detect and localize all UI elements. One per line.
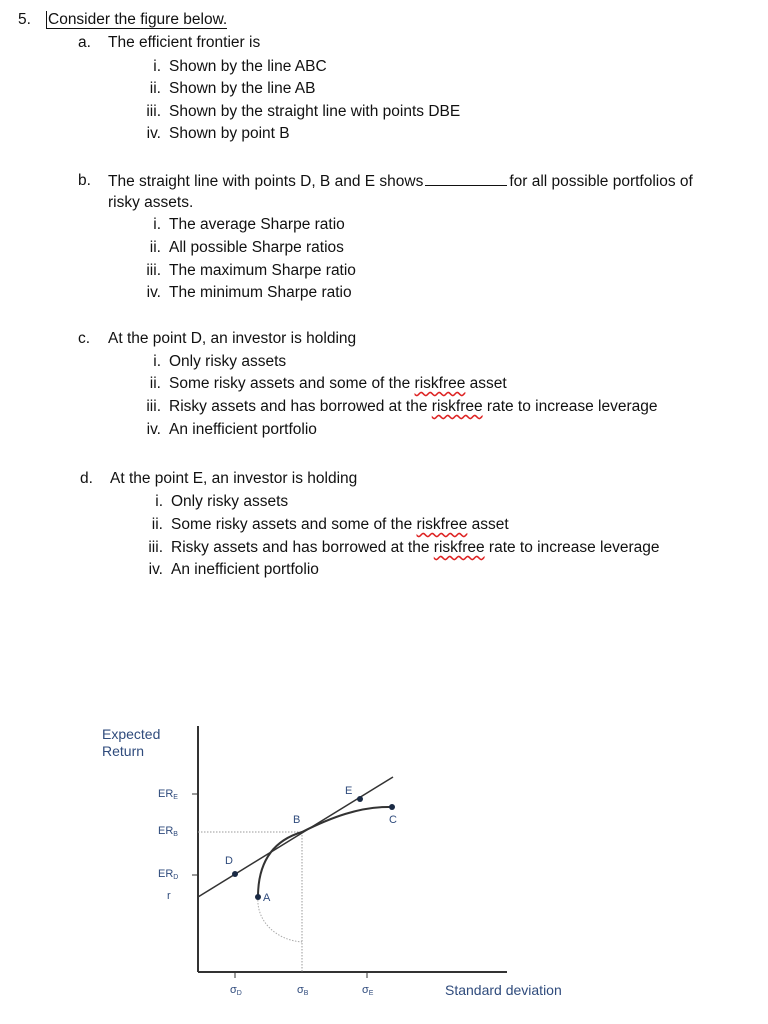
point-label-e: E xyxy=(345,785,353,797)
option-text: The minimum Sharpe ratio xyxy=(169,284,352,301)
option-text-end: rate to increase leverage xyxy=(484,539,660,556)
option-label: ii. xyxy=(149,80,161,97)
option-text: Shown by the line AB xyxy=(169,80,316,97)
x-tick-label-se: σE xyxy=(362,984,374,997)
part-stem: The efficient frontier is xyxy=(108,34,261,51)
option-text: Only risky assets xyxy=(171,493,289,510)
option-label: iii. xyxy=(146,398,161,415)
part-stem-line2: risky assets. xyxy=(108,194,194,211)
x-axis-label: Standard deviation xyxy=(445,982,562,998)
option-text: All possible Sharpe ratios xyxy=(169,239,344,256)
option-label: ii. xyxy=(151,516,163,533)
option-text: An inefficient portfolio xyxy=(169,421,317,438)
option-text: Risky assets and has borrowed at the xyxy=(171,539,434,556)
capital-allocation-line xyxy=(198,777,393,897)
option-text: The average Sharpe ratio xyxy=(169,216,345,233)
part-label: a. xyxy=(78,34,91,51)
option-label: i. xyxy=(153,216,161,233)
y-tick-label-r: r xyxy=(167,890,171,902)
point-d xyxy=(232,871,238,877)
y-axis-label-line1: Expected xyxy=(102,726,161,742)
option-label: iv. xyxy=(146,284,161,301)
option-text-end: rate to increase leverage xyxy=(482,398,658,415)
y-tick-label-ere: ERE xyxy=(158,788,178,801)
y-tick-label-erb: ERB xyxy=(158,825,178,838)
part-stem-continued: for all possible portfolios of xyxy=(509,173,693,190)
spellcheck-word: riskfree xyxy=(416,516,468,533)
option-label: iii. xyxy=(148,539,163,556)
option-text-end: asset xyxy=(465,375,507,392)
option-label: iv. xyxy=(146,421,161,438)
option-text: Shown by the straight line with points DBE xyxy=(169,103,461,120)
option-text: An inefficient portfolio xyxy=(171,561,319,578)
option-label: i. xyxy=(153,353,161,370)
point-e xyxy=(357,796,363,802)
option-text: Risky assets and has borrowed at the xyxy=(169,398,432,415)
part-label: d. xyxy=(80,470,93,487)
question-number: 5. xyxy=(18,11,31,28)
option-label: iii. xyxy=(146,262,161,279)
option-text-end: asset xyxy=(467,516,509,533)
point-c xyxy=(389,804,395,810)
point-label-a: A xyxy=(263,892,271,904)
part-label: c. xyxy=(78,330,91,347)
option-text: Shown by point B xyxy=(169,125,290,142)
part-stem: At the point E, an investor is holding xyxy=(110,470,358,487)
y-axis-label-line2: Return xyxy=(102,743,145,759)
option-text: Only risky assets xyxy=(169,353,287,370)
option-label: i. xyxy=(153,58,161,75)
option-text: Some risky assets and some of the xyxy=(171,516,417,533)
efficient-frontier-curve xyxy=(258,807,392,897)
point-label-d: D xyxy=(225,855,233,867)
part-stem: At the point D, an investor is holding xyxy=(108,330,357,347)
option-label: i. xyxy=(155,493,163,510)
option-text: The maximum Sharpe ratio xyxy=(169,262,356,279)
option-text: Some risky assets and some of the xyxy=(169,375,415,392)
part-label: b. xyxy=(78,172,91,189)
spellcheck-word: riskfree xyxy=(414,375,466,392)
part-stem: The straight line with points D, B and E shows xyxy=(108,173,424,190)
point-label-b: B xyxy=(293,814,301,826)
x-tick-label-sb: σB xyxy=(297,984,309,997)
x-tick-label-sd: σD xyxy=(230,984,242,997)
y-tick-label-erd: ERD xyxy=(158,868,179,881)
option-label: iv. xyxy=(148,561,163,578)
option-label: iii. xyxy=(146,103,161,120)
option-text: Shown by the line ABC xyxy=(169,58,327,75)
point-label-c: C xyxy=(389,814,397,826)
spellcheck-word: riskfree xyxy=(431,398,483,415)
spellcheck-word: riskfree xyxy=(433,539,485,556)
option-label: iv. xyxy=(146,125,161,142)
question-prompt: Consider the figure below. xyxy=(48,11,228,28)
point-a xyxy=(255,894,261,900)
option-label: ii. xyxy=(149,375,161,392)
option-label: ii. xyxy=(149,239,161,256)
